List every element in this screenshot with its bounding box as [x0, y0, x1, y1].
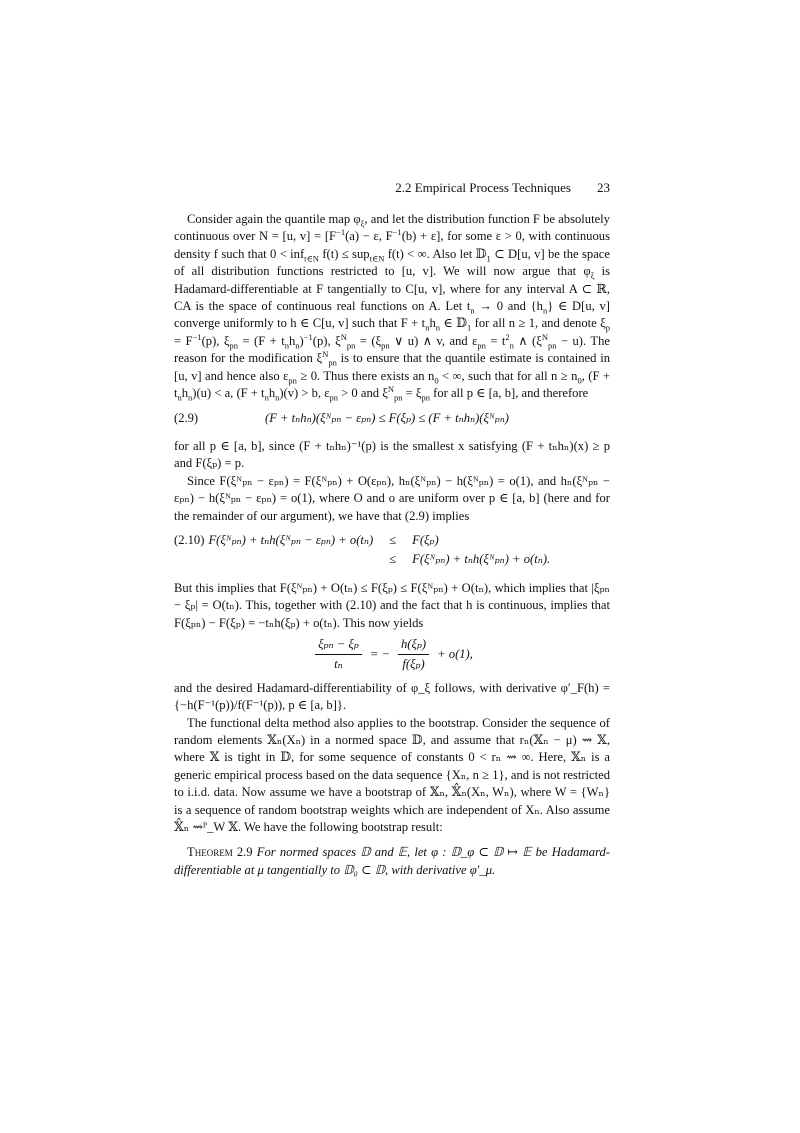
theorem-2-9: [174, 844, 610, 879]
paragraph-since: Since F(ξᴺₚₙ − εₚₙ) = F(ξᴺₚₙ) + O(εₚₙ), hₙ(ξᴺₚₙ) − h(ξᴺₚₙ) = o(1), and hₙ(ξᴺₚₙ − εₚₙ) − h(ξᴺₚₙ − εₚₙ) = o(1), where O and o are uniform over p ∈ [a, b] (here and for the remainder of our argument), we have that (2.9) implies: [174, 473, 610, 523]
paragraph-but-this: But this implies that F(ξᴺₚₙ) + O(tₙ) ≤ F(ξₚ) ≤ F(ξᴺₚₙ) + O(tₙ), which implies that |ξₚₙ − ξₚ| = O(tₙ). This, together with (2.10) and the fact that h is continuous, implies that F(ξₚₙ) − F(ξₚ) = −tₙh(ξₚ) + o(tₙ). This now yields: [174, 580, 610, 630]
page-number: 23: [597, 180, 610, 195]
display-equation-derivative: $\frac{\text{ξₚₙ − ξₚ}}{\text{tₙ}}$ = − $\frac{\text{h(ξₚ)}}{\text{f(ξₚ)}}$ + o(1),: [174, 636, 610, 674]
equation-relation: ≤: [389, 552, 397, 567]
paragraph-smallest-x: for all p ∈ [a, b], since (F + tₙhₙ)⁻¹(p) is the smallest x satisfying (F + tₙhₙ)(x) ≥ p and F(ξₚ) = p.: [174, 438, 610, 471]
running-header: [174, 180, 610, 196]
section-title: 2.2 Empirical Process Techniques: [395, 180, 571, 195]
equation-left: F(ξᴺₚₙ) + tₙh(ξᴺₚₙ − εₚₙ) + o(tₙ): [208, 532, 374, 547]
paragraph-quantile-map: Consider again the quantile map $\varphi_\xi$, and let the distribution function F be absolutely continuous over N = [u, $v] = [F^{-1}(a) - \varepsilon$, $F^{-1}(b) + \varepsilon$], for some ε > 0, with continuous density f such that 0 < inf$_{t\in N}$ f(t) ≤ sup$_{t\in N}$ f(t) < ∞. Also let 𝔻$_1$ ⊂ D[u, v] be the space of all distribution functions restricted to [u, v]. We will now argue that $\varphi_\xi$ is Hadamard-differentiable at F tangentially to C[u, v], where for any interval A ⊂ ℝ, CA is the space of continuous real functions on A. Let $t_n \to 0$ and $\{h_n\}$ ∈ D[u, v] converge uniformly to h ∈ C[u, v] such that $F + t_nh_n$ ∈ 𝔻$_1$ for all n ≥ 1, and denote $\xi_p = F^{-1}(p)$, $\xi_{pn} = (F + t_nh_n)^{-1}(p)$, $\xi^N_{pn} = (\xi_{pn}$ ∨ u) ∧ v, and $\varepsilon_{pn} = t^2_n$ ∧ $(\xi^N_{pn} - u)$. The reason for the modification $\xi^N_{pn}$ is to ensure that the quantile estimate is contained in [u, v] and hence also $\varepsilon_{pn} \ge 0$. Thus there exists an $n_0$ < ∞, such that for all $n \ge n_0$, $(F + t_nh_n)(u) < a$, $(F + t_nh_n)(v) > b$, $\varepsilon_{pn} > 0$ and $\xi^N_{pn} = \xi_{pn}$ for all p ∈ [a, b], and therefore: [174, 212, 611, 403]
equation-number: (2.9): [174, 411, 199, 426]
paragraph-hadamard-follows: and the desired Hadamard-differentiability of φ_ξ follows, with derivative φ′_F(h) = {−h(F⁻¹(p))/f(F⁻¹(p)), p ∈ [a, b]}.: [174, 680, 610, 713]
equation-relation: ≤: [389, 532, 397, 547]
equation-body: (F + tₙhₙ)(ξᴺₚₙ − εₚₙ) ≤ F(ξₚ) ≤ (F + tₙhₙ)(ξᴺₚₙ): [265, 411, 509, 426]
equation-2-10: [174, 531, 550, 570]
equation-right: F(ξᴺₚₙ) + tₙh(ξᴺₚₙ) + o(tₙ).: [412, 552, 551, 567]
paragraph-bootstrap: The functional delta method also applies to the bootstrap. Consider the sequence of random elements 𝕏ₙ(Xₙ) in a normed space 𝔻, and assume that rₙ(𝕏ₙ − μ) ⇝ 𝕏, where 𝕏 is tight in 𝔻, for some sequence of constants 0 < rₙ ⇝ ∞. Here, 𝕏ₙ is a generic empirical process based on the data sequence {Xₙ, n ≥ 1}, and is not restricted to i.i.d. data. Now assume we have a bootstrap of 𝕏ₙ, 𝕏̂ₙ(Xₙ, Wₙ), where W = {Wₙ} is a sequence of random bootstrap weights which are independent of Xₙ. Also assume 𝕏̂ₙ ⇝ᴾ_W 𝕏. We have the following bootstrap result:: [174, 715, 610, 834]
equation-2-9: [174, 410, 610, 427]
equation-number: (2.10): [174, 532, 205, 547]
equation-right: F(ξₚ): [412, 532, 439, 547]
theorem-title: Theorem 2.9: [187, 845, 253, 860]
theorem-body: For normed spaces 𝔻 and 𝔼, let φ : 𝔻_φ ⊂ 𝔻 ↦ 𝔼 be Hadamard-differentiable at μ tangentially to 𝔻₀ ⊂ 𝔻, with derivative φ′_μ.: [174, 845, 610, 877]
page-body: [174, 211, 610, 879]
fraction: $\frac{\text{h(ξₚ)}}{\text{f(ξₚ)}}$: [398, 636, 429, 674]
fraction: $\frac{\text{ξₚₙ − ξₚ}}{\text{tₙ}}$: [315, 636, 362, 674]
